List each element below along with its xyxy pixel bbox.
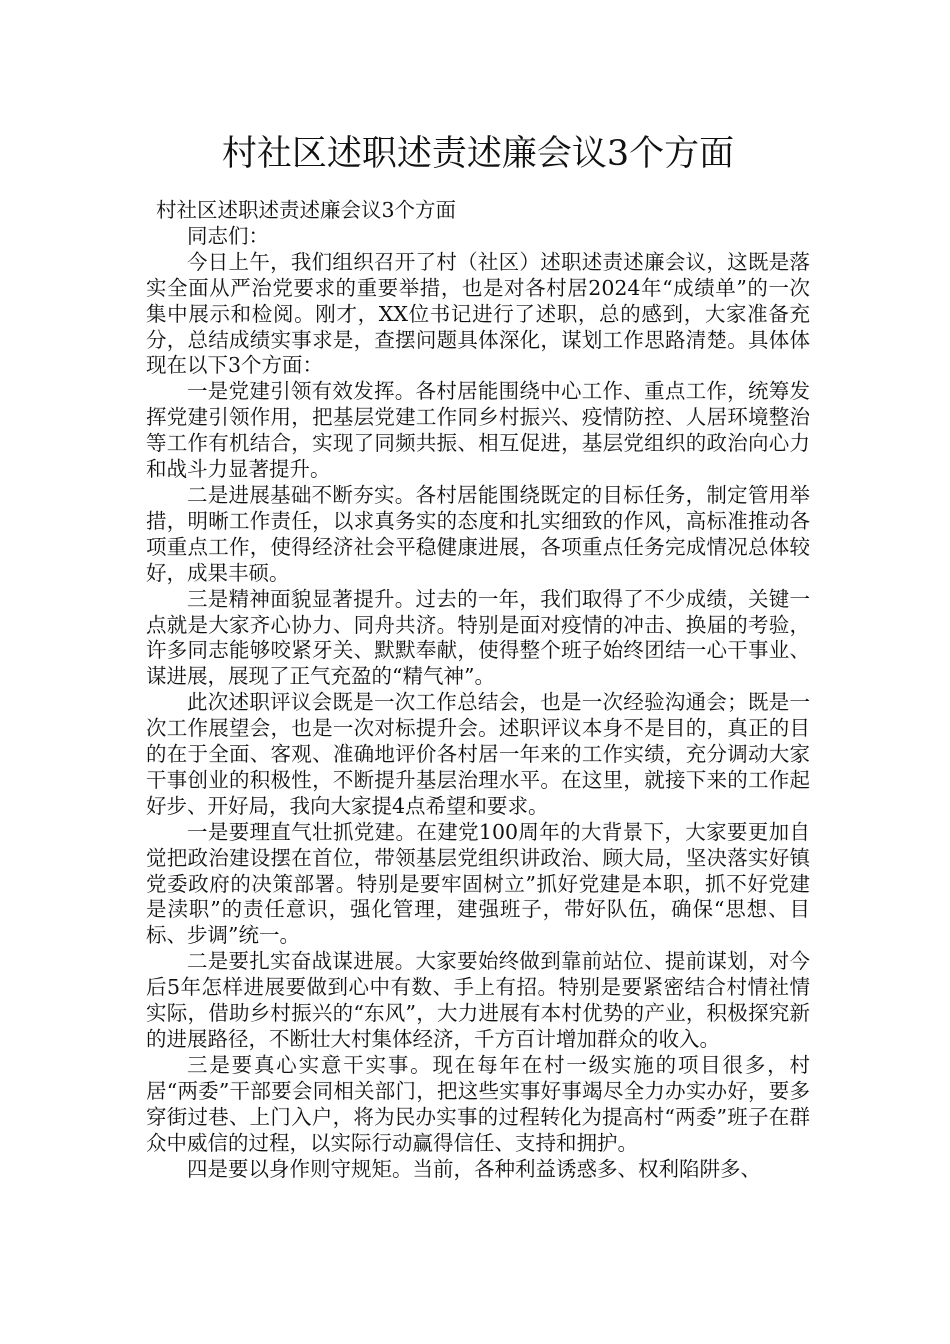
document-body (146, 198, 810, 1182)
paragraph-requirement-3: 三是要真心实意干实事。现在每年在村一级实施的项目很多，村居“两委”干部要会同相关部门，把这些实事好事竭尽全力办实办好，要多穿街过巷、上门入户，将为民办实事的过程转化为提高村“两委”班子在群众中威信的过程，以实际行动赢得信任、支持和拥护。 (146, 1052, 810, 1155)
paragraph-point-1: 一是党建引领有效发挥。各村居能围绕中心工作、重点工作，统筹发挥党建引领作用，把基层党建工作同乡村振兴、疫情防控、人居环境整治等工作有机结合，实现了同频共振、相互促进，基层党组织的政治向心力和战斗力显著提升。 (146, 379, 810, 482)
paragraph-point-2: 二是进展基础不断夯实。各村居能围绕既定的目标任务，制定管用举措，明晰工作责任，以求真务实的态度和扎实细致的作风，高标准推动各项重点工作，使得经济社会平稳健康进展，各项重点任务完成情况总体较好，成果丰硕。 (146, 482, 810, 585)
salutation: 同志们： (187, 223, 269, 248)
paragraph-requirement-4: 四是要以身作则守规矩。当前，各种利益诱惑多、权利陷阱多、 (187, 1156, 761, 1181)
paragraph-point-3: 三是精神面貌显著提升。过去的一年，我们取得了不少成绩，关键一点就是大家齐心协力、同舟共济。特别是面对疫情的冲击、换届的考验，许多同志能够咬紧牙关、默默奉献，使得整个班子始终团结一心干事业、谋进展，展现了正气充盈的“精气神”。 (146, 586, 810, 689)
document-subtitle: 村社区述职述责述廉会议3个方面 (156, 198, 457, 222)
document-title: 村社区述职述责述廉会议3个方面 (221, 134, 735, 174)
paragraph-intro: 今日上午，我们组织召开了村（社区）述职述责述廉会议，这既是落实全面从严治党要求的重要举措，也是对各村居2024年“成绩单”的一次集中展示和检阅。刚才，XX位书记进行了述职，总的感到，大家准备充分，总结成绩实事求是，查摆问题具体深化，谋划工作思路清楚。具体体现在以下3个方面： (146, 249, 810, 378)
paragraph-requirement-2: 二是要扎实奋战谋进展。大家要始终做到靠前站位、提前谋划，对今后5年怎样进展要做到心中有数、手上有招。特别是要紧密结合村情社情实际，借助乡村振兴的“东风”，大力进展有本村优势的产业，积极探究新的进展路径，不断壮大村集体经济，千方百计增加群众的收入。 (146, 949, 810, 1051)
paragraph-transition: 此次述职评议会既是一次工作总结会，也是一次经验沟通会；既是一次工作展望会，也是一次对标提升会。述职评议本身不是目的，真正的目的在于全面、客观、准确地评价各村居一年来的工作实绩，充分调动大家干事创业的积极性，不断提升基层治理水平。在这里，就接下来的工作起好步、开好局，我向大家提4点希望和要求。 (146, 690, 810, 818)
paragraph-requirement-1: 一是要理直气壮抓党建。在建党100周年的大背景下，大家要更加自觉把政治建设摆在首位，带领基层党组织讲政治、顾大局，坚决落实好镇党委政府的决策部署。特别是要牢固树立”抓好党建是本职，抓不好党建是渎职”的责任意识，强化管理，建强班子，带好队伍，确保“思想、目标、步调”统一。 (146, 819, 810, 948)
